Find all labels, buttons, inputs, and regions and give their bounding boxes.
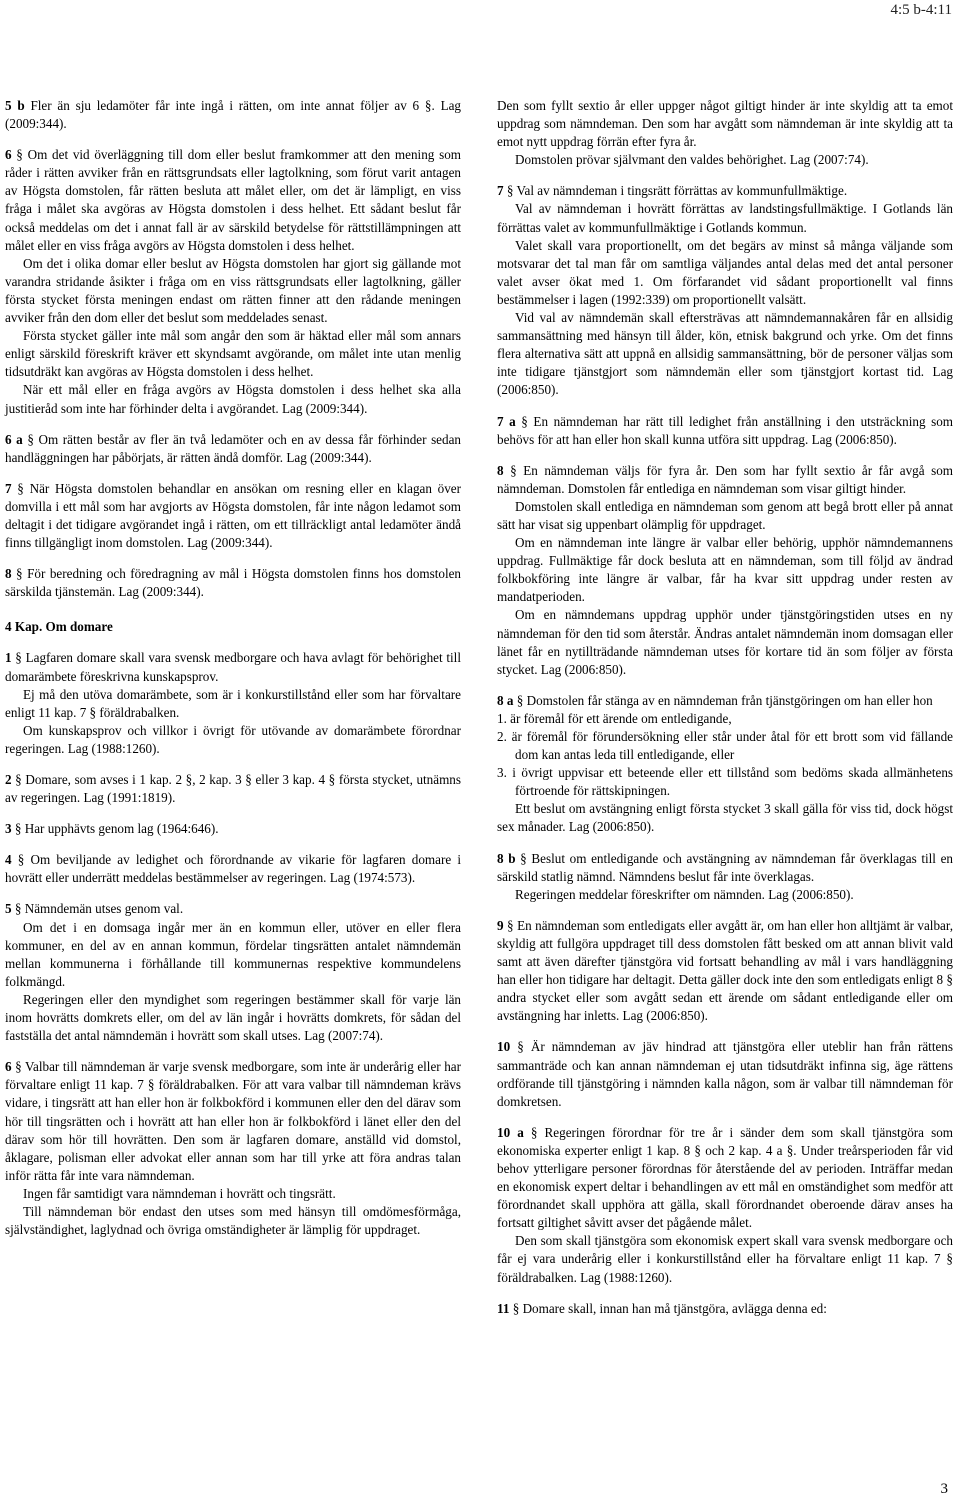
section-number: 5 — [5, 901, 12, 917]
paragraph: Om kunskapsprov och villkor i övrigt för utövande av domarämbete förordnar regeringen. Lag (1988:1260). — [5, 722, 461, 756]
law-section — [5, 565, 461, 601]
section-number: 3 — [5, 821, 12, 837]
section-number: 11 — [497, 1300, 510, 1316]
right-column — [497, 97, 953, 1318]
law-section — [5, 1058, 461, 1185]
section-number: 7 — [5, 480, 12, 496]
paragraph: Vid val av nämndemän skall eftersträvas att nämndemannakåren får en allsidig sammansättning med hänsyn till ålder, kön, etnisk bakgrund och yrke. Om det finns flera alternativa sätt att uppnå en allsidig sammansättning, bör de personer väljas som inte tidigare tjänstgjort som nämndemän eller som tjänstgjort kortast tid. Lag (2006:850). — [497, 310, 953, 398]
section-text: § Nämndemän utses genom val. — [11, 901, 184, 917]
section-text: § En nämndeman har rätt till ledighet från anställning i den utsträckning som behövs för att han eller hon skall kunna utföra sitt uppdrag. Lag (2006:850). — [497, 413, 953, 447]
paragraph: Om det i olika domar eller beslut av Högsta domstolen har gjort sig gällande mot varandra stridande åsikter i fråga om en viss rättsgrundsats eller lagtolkning, gäller första stycket första meningen endast om rätten finner att den rådande meningen avviker från den dom eller det beslut som meddelades senast. — [5, 255, 461, 326]
page-header: 4:5 b-4:11 — [890, 2, 952, 18]
law-section — [497, 182, 953, 200]
left-column — [5, 97, 461, 1239]
section-text: § Val av nämndeman i tingsrätt förrättas av kommunfullmäktige. — [503, 183, 848, 199]
paragraph: Ett beslut om avstängning enligt första stycket 3 skall gälla för viss tid, dock högst sex månader. Lag (2006:850). — [497, 801, 953, 835]
paragraph: Första stycket gäller inte mål som angår den som är häktad eller mål som annars enligt särskild föreskrift kräver ett skyndsamt avgörande, om målet inte utan menlig tidsutdräkt kan avgöras av Högsta domstolen i dess helhet. — [5, 328, 461, 380]
paragraph: Ingen får samtidigt vara nämndeman i hovrätt och tingsrätt. — [23, 1185, 336, 1201]
section-text: § Om beviljande av ledighet och förordnande av vikarie för lagfaren domare i hovrätt eller underrätt meddelas bestämmelser av regeringen. Lag (1974:573). — [5, 852, 461, 886]
section-number: 6 — [5, 147, 12, 163]
section-text: § Valbar till nämndeman är varje svensk medborgare, som inte är underårig eller har förvaltare enligt 11 kap. 7 § föräldrabalken. För att vara valbar till nämndeman krävs vidare, i tingsrätt att han eller hon är folkbokförd i kommunen eller den del därav som hör till tingsrätten och i hovrätt att han eller hon är folkbokförd i länet eller den del därav som hör till hovrätten. Den som är lagfaren domare, anställd vid domstol, åklagare, polisman eller advokat eller annan som har till yrke att föra andras talan inför rätta får inte vara nämndeman. — [5, 1059, 461, 1183]
law-section — [5, 649, 461, 685]
law-section — [5, 771, 461, 807]
law-section — [5, 431, 461, 467]
paragraph: Den som fyllt sextio år eller uppger något giltigt hinder är inte skyldig att ta emot uppdrag som nämndeman. Den som har avgått som nämndeman är inte skyldig att ta emot nytt uppdrag förrän efter fyra år. — [497, 98, 953, 150]
section-number: 6 — [5, 1059, 12, 1075]
section-number: 4 — [5, 852, 12, 868]
paragraph: Val av nämndeman i hovrätt förrättas av landstingsfullmäktige. I Gotlands län förrättas valet av kommunfullmäktige i Gotlands kommun. — [497, 201, 953, 235]
paragraph: Domstolen prövar självmant den valdes behörighet. Lag (2007:74). — [515, 152, 869, 168]
paragraph: Om en nämndemans uppdrag upphör under tjänstgöringstiden utses en ny nämndeman för den tid som återstår. Ändras antalet nämndemän inom domsagan eller länet får en nytillträdande nämndeman utses för kortare tid än som följer av första stycket. Lag (2006:850). — [497, 607, 953, 677]
section-number: 2 — [5, 772, 12, 787]
law-section — [5, 97, 461, 133]
section-number: 5 b — [5, 98, 25, 113]
section-number: 9 — [497, 917, 504, 933]
list-item: 3. i övrigt uppvisar ett beteende eller ett tillstånd som bedöms skada allmänhetens förtroende för rättskipningen. — [497, 765, 953, 799]
law-section — [5, 480, 461, 552]
law-section — [497, 413, 953, 449]
section-text: § När Högsta domstolen behandlar en ansökan om resning eller en klagan över domvilla i ett mål som har avgjorts av Högsta domstolen, får inte någon ledamot som deltagit i det tidigare avgörandet ingå i rätten, om ett tillräckligt antal ledamöter ändå finns tillgängligt inom domstolen. Lag (2009:344). — [5, 480, 461, 551]
law-section — [497, 1124, 953, 1233]
paragraph: Om en nämndeman inte längre är valbar eller behörig, upphör nämndemannens uppdrag. Fullmäktige får dock besluta att en nämndeman, som till följd av ändrad folkbokföring inte längre är valbar, får ha kvar sitt uppdrag under resten av mandatperioden. — [497, 535, 953, 605]
paragraph: Regeringen eller den myndighet som regeringen bestämmer skall för varje län inom hovrätts domkrets eller, om del av län ingår i hovrätts domkrets, för sådan del fastställa det antal nämndemän i hovrätt som skall utses. Lag (2007:74). — [5, 991, 461, 1044]
section-text: § Om rätten består av fler än två ledamöter och en av dessa får förhinder sedan handläggningen har påbörjats, är rätten ändå domför. Lag (2009:344). — [5, 431, 461, 465]
law-section — [497, 692, 953, 710]
section-number: 10 a — [497, 1124, 524, 1140]
section-number: 10 — [497, 1039, 511, 1055]
section-text: § Om det vid överläggning till dom eller beslut framkommer att den mening som råder i rätten avviker från en rättsgrundsats eller lagtolkning, som förut varit antagen av Högsta domstolen, får rätten besluta att målet eller, om det är lämpligt, en viss fråga i målet ska avgöras av Högsta domstolen i dess helhet. Ett sådant beslut får också meddelas om det i annat fall är av särskild betydelse för rättstillämpningen att målet eller en viss fråga avgörs av Högsta domstolen i dess helhet. — [5, 147, 461, 253]
law-section — [5, 820, 461, 838]
section-text: § Domare skall, innan han må tjänstgöra, avlägga denna ed: — [509, 1300, 827, 1316]
paragraph: När ett mål eller en fråga avgörs av Högsta domstolen i dess helhet ska alla justitieråd som inte har förhinder delta i avgörandet. Lag (2009:344). — [5, 382, 461, 416]
paragraph: Till nämndeman bör endast den utses som med hänsyn till omdömesförmåga, självständighet, laglydnad och övriga omständigheter är lämplig för uppdraget. — [5, 1203, 461, 1238]
paragraph: Den som skall tjänstgöra som ekonomisk expert skall vara svensk medborgare och får ej vara underårig eller i konkurstillstånd eller ha förvaltare enligt 11 kap. 7 § föräldrabalken. Lag (1988:1260). — [497, 1233, 953, 1285]
paragraph: Om det i en domsaga ingår mer än en kommun eller, utöver en eller flera kommuner, en del av en annan kommun, fördelar tingsrätten antalet nämndemän mellan kommunerna i förhållande till kommunernas respektive kommundelens folkmängd. — [5, 919, 461, 989]
section-number: 7 a — [497, 413, 516, 429]
law-section — [497, 917, 953, 1026]
section-text: § En nämndeman väljs för fyra år. Den som har fyllt sextio år får avgå som nämndeman. Domstolen får entlediga en nämndeman som visar giltigt hinder. — [497, 462, 953, 496]
section-text: § En nämndeman som entledigats eller avgått är, om han eller hon alltjämt är valbar, skyldig att fullgöra uppdraget till dess domstolen fått besked om att annan blivit vald samt att även därefter tjänstgöra vid fortsatt behandling av mål i vars handläggning han eller hon tidigare har deltagit. Detta gäller dock inte den som entledigats enligt 8 § andra stycket eller som avgått sedan ett ärende om sådant entledigande eller om avstängning har inletts. Lag (2006:850). — [497, 917, 953, 1024]
section-text: Fler än sju ledamöter får inte ingå i rätten, om inte annat följer av 6 §. Lag (2009:344). — [5, 98, 461, 132]
section-text: § Domare, som avses i 1 kap. 2 §, 2 kap. 3 § eller 3 kap. 4 § första stycket, utnämns av regeringen. Lag (1991:1819). — [5, 772, 461, 806]
section-number: 8 a — [497, 692, 514, 708]
paragraph: Valet skall vara proportionellt, om det begärs av minst så många väljande som motsvarar det tal man får om samtliga väljandes antal delas med det antal personer valet avser ökat med 1. Om förfarandet vid sådant proportionellt val finns bestämmelser i lagen (1992:339) om proportionellt valsätt. — [497, 237, 953, 307]
section-text: § Lagfaren domare skall vara svensk medborgare och hava avlagt för behörighet till domarämbete föreskrivna kunskapsprov. — [5, 650, 461, 684]
law-section — [497, 462, 953, 498]
section-text: § Domstolen får stänga av en nämndeman från tjänstgöringen om han eller hon — [513, 692, 933, 708]
section-text: § Är nämndeman av jäv hindrad att tjänstgöra eller uteblir han från rättens sammanträde och kan annan nämndeman ej utan tidsutdräkt infinna sig, äge rättens ordförande till tjänstgöring i nämnden kalla någon, som är valbar till nämndeman för domkretsen. — [497, 1039, 953, 1109]
page-number: 3 — [940, 1481, 948, 1497]
law-section — [5, 146, 461, 255]
law-section — [5, 900, 461, 918]
paragraph: Domstolen skall entlediga en nämndeman som genom att begå brott eller på annat sätt har visat sig uppenbart olämplig för uppdraget. — [497, 498, 953, 532]
section-number: 8 b — [497, 850, 516, 866]
paragraph: Regeringen meddelar föreskrifter om nämnden. Lag (2006:850). — [515, 886, 854, 902]
section-text: § Regeringen förordnar för tre år i sänder dem som skall tjänstgöra som ekonomiska experter enligt 1 kap. 8 § och 2 kap. 4 a §. Under treårsperioden får vid behov ytterligare personer förordnas för återstående del av perioden. Inträffar medan en ekonomisk expert deltar i behandlingen av ett mål en omständighet som medför att förordnandet skall upphöra att gälla, skall förordnandet oberoende därav anses ha fortsatt giltighet såvitt avser det pågående målet. — [497, 1124, 953, 1231]
paragraph: Ej må den utöva domarämbete, som är i konkurstillstånd eller som har förvaltare enligt 11 kap. 7 § föräldrabalken. — [5, 686, 461, 720]
section-number: 8 — [5, 566, 12, 582]
law-section — [497, 850, 953, 886]
section-number: 1 — [5, 650, 12, 666]
law-section — [497, 1300, 953, 1318]
section-text: § För beredning och föredragning av mål i Högsta domstolen finns hos domstolen särskilda tjänstemän. Lag (2009:344). — [5, 566, 461, 600]
list-item: 2. är föremål för förundersökning eller står under åtal för ett brott som vid fällande dom kan antas leda till entledigande, eller — [497, 729, 953, 763]
section-number: 8 — [497, 462, 504, 478]
law-section — [5, 851, 461, 887]
section-number: 7 — [497, 183, 504, 199]
section-number: 6 a — [5, 431, 23, 447]
chapter-heading: 4 Kap. Om domare — [5, 619, 113, 635]
section-text: § Beslut om entledigande och avstängning av nämndeman får överklagas till en särskild statlig nämnd. Nämndens beslut får inte överklagas. — [497, 850, 953, 884]
list-item: 1. är föremål för ett ärende om entledigande, — [497, 710, 732, 726]
law-section — [497, 1038, 953, 1110]
section-text: § Har upphävts genom lag (1964:646). — [11, 821, 219, 837]
